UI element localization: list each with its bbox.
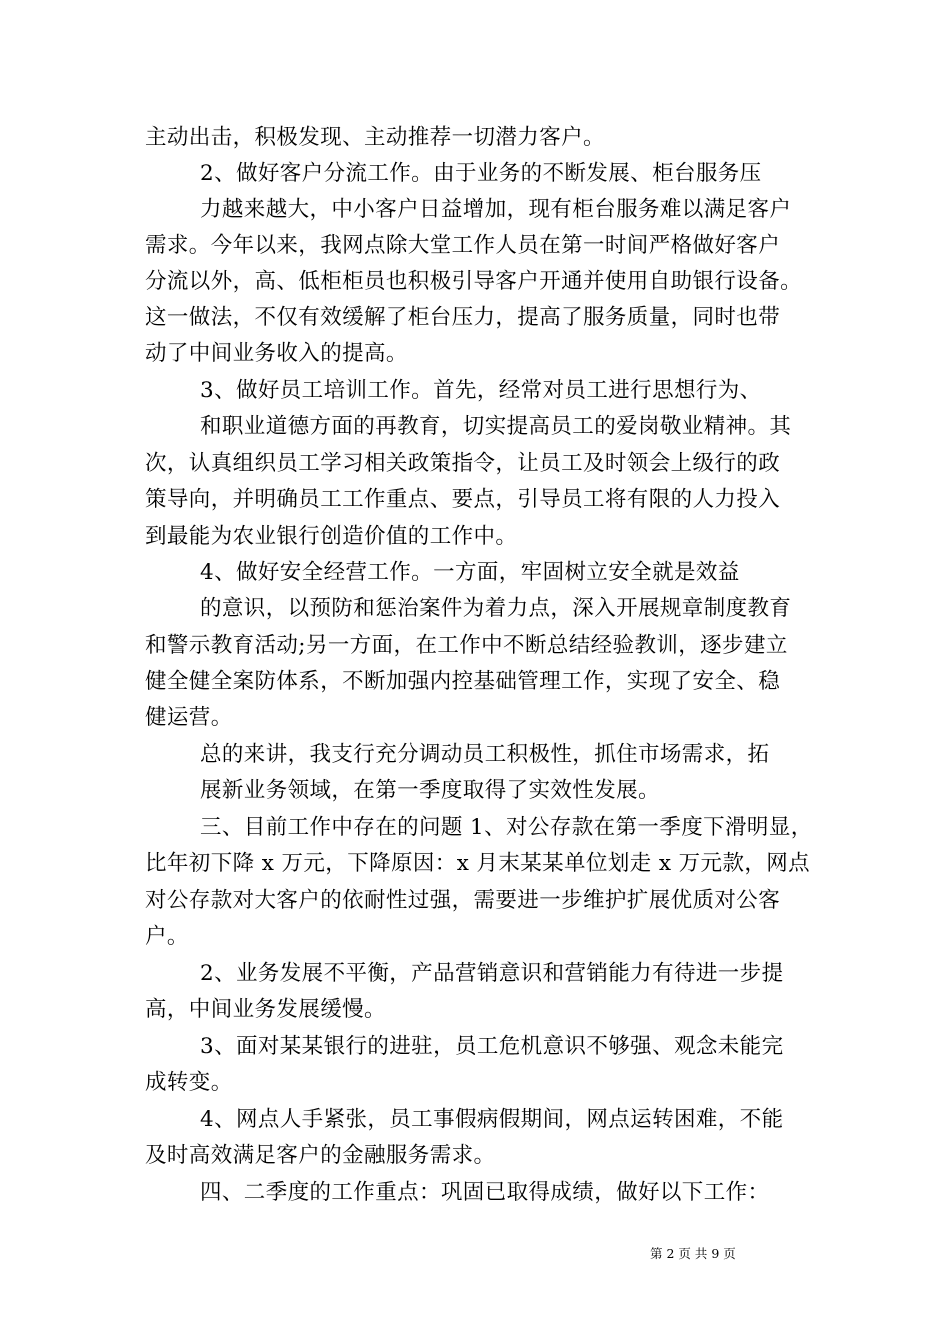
text-line: 及时高效满足客户的金融服务需求。 — [145, 1143, 496, 1168]
text-line: 到最能为农业银行创造价值的工作中。 — [145, 524, 518, 549]
text-line: 总的来讲，我支行充分调动员工积极性，抓住市场需求，拓 — [200, 742, 770, 767]
text-line: 健全健全案防体系，不断加强内控基础管理工作，实现了安全、稳 — [145, 669, 781, 694]
page-number-footer: 第 2 页 共 9 页 — [650, 1246, 736, 1261]
text-line: 4、网点人手紧张，员工事假病假期间，网点运转困难，不能 — [200, 1107, 784, 1132]
text-line: 和警示教育活动;另一方面，在工作中不断总结经验教训，逐步建立 — [145, 633, 788, 658]
text-line: 四、二季度的工作重点：巩固已取得成绩，做好以下工作： — [200, 1180, 770, 1205]
text-line: 对公存款对大客户的依耐性过强，需要进一步维护扩展优质对公客 — [145, 888, 781, 913]
text-line: 主动出击，积极发现、主动推荐一切潜力客户。 — [145, 125, 605, 150]
text-line: 2、做好客户分流工作。由于业务的不断发展、柜台服务压 — [200, 161, 762, 186]
text-line: 4、做好安全经营工作。一方面，牢固树立安全就是效益 — [200, 560, 740, 585]
text-line: 展新业务领域，在第一季度取得了实效性发展。 — [200, 778, 660, 803]
text-line: 和职业道德方面的再教育，切实提高员工的爱岗敬业精神。其 — [200, 414, 792, 439]
text-line: 分流以外，高、低柜柜员也积极引导客户开通并使用自助银行设备。 — [145, 269, 803, 294]
text-line: 2、业务发展不平衡，产品营销意识和营销能力有待进一步提 — [200, 961, 784, 986]
text-line: 策导向，并明确员工工作重点、要点，引导员工将有限的人力投入 — [145, 487, 781, 512]
text-line: 3、做好员工培训工作。首先，经常对员工进行思想行为、 — [200, 378, 762, 403]
text-line: 比年初下降 x 万元，下降原因：x 月末某某单位划走 x 万元款，网点 — [145, 851, 811, 876]
text-line: 动了中间业务收入的提高。 — [145, 341, 408, 366]
text-line: 3、面对某某银行的进驻，员工危机意识不够强、观念未能完 — [200, 1034, 784, 1059]
text-line: 高，中间业务发展缓慢。 — [145, 997, 386, 1022]
text-line: 需求。今年以来，我网点除大堂工作人员在第一时间严格做好客户 — [145, 233, 781, 258]
text-line: 力越来越大，中小客户日益增加，现有柜台服务难以满足客户 — [200, 197, 792, 222]
text-line: 成转变。 — [145, 1070, 233, 1095]
text-line: 户。 — [145, 924, 189, 949]
text-line: 三、目前工作中存在的问题 1、对公存款在第一季度下滑明显， — [200, 815, 813, 840]
text-line: 健运营。 — [145, 705, 233, 730]
text-line: 这一做法，不仅有效缓解了柜台压力，提高了服务质量，同时也带 — [145, 305, 781, 330]
text-line: 的意识，以预防和惩治案件为着力点，深入开展规章制度教育 — [200, 596, 792, 621]
text-line: 次，认真组织员工学习相关政策指令，让员工及时领会上级行的政 — [145, 451, 781, 476]
